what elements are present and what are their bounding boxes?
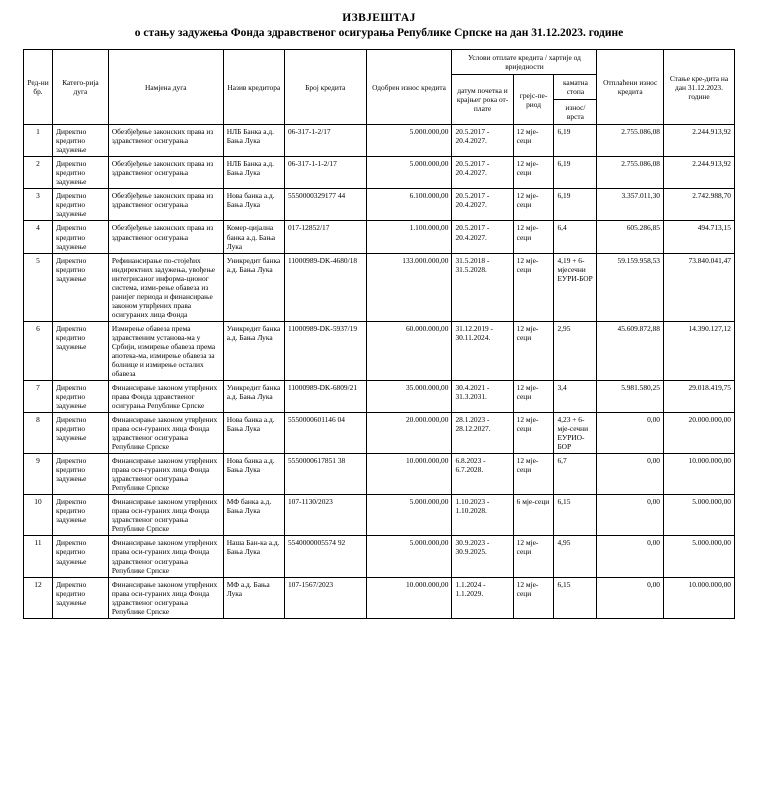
cell-stanje: 20.000.000,00 bbox=[664, 413, 735, 454]
cell-redni-br: 7 bbox=[24, 380, 53, 412]
cell-redni-br: 9 bbox=[24, 454, 53, 495]
table-row bbox=[24, 577, 735, 618]
cell-namjena: Измирење обавеза према здравственим установа-ма у Србији, измирење обавеза према апотека-ма, измирење обавеза за болнице и измирење осталих обавеза bbox=[108, 321, 223, 380]
cell-naziv-kreditora: Нова банка а.д. Бања Лука bbox=[223, 413, 284, 454]
cell-kamatna: 6,19 bbox=[554, 189, 597, 221]
cell-kategorija: Директно кредитно задужење bbox=[52, 189, 108, 221]
table-row bbox=[24, 413, 735, 454]
cell-kategorija: Директно кредитно задужење bbox=[52, 380, 108, 412]
cell-odobren-iznos: 5.000.000,00 bbox=[366, 157, 452, 189]
cell-otplaceni: 3.357.011,30 bbox=[597, 189, 664, 221]
cell-odobren-iznos: 1.100.000,00 bbox=[366, 221, 452, 253]
table-row bbox=[24, 157, 735, 189]
table-row bbox=[24, 253, 735, 321]
cell-odobren-iznos: 10.000.000,00 bbox=[366, 577, 452, 618]
cell-naziv-kreditora: НЛБ Банка а.д. Бања Лука bbox=[223, 125, 284, 157]
cell-datum: 30.9.2023 - 30.9.2025. bbox=[452, 536, 513, 577]
cell-grejs: 12 мје-сеци bbox=[513, 253, 554, 321]
cell-redni-br: 1 bbox=[24, 125, 53, 157]
col-header-datum: датум почетка и крајњег рока от-плате bbox=[452, 75, 513, 125]
col-header-otplaceni: Отплаћени износ кредита bbox=[597, 50, 664, 125]
cell-kamatna: 6,15 bbox=[554, 495, 597, 536]
table-header bbox=[24, 50, 735, 125]
cell-grejs: 12 мје-сеци bbox=[513, 380, 554, 412]
cell-stanje: 2.244.913,92 bbox=[664, 125, 735, 157]
col-header-broj-kredita: Број кредита bbox=[284, 50, 366, 125]
debt-report-table bbox=[23, 49, 735, 619]
cell-stanje: 73.840.041,47 bbox=[664, 253, 735, 321]
cell-naziv-kreditora: Уникредит банка а.д. Бања Лука bbox=[223, 253, 284, 321]
cell-stanje: 29.018.419,75 bbox=[664, 380, 735, 412]
cell-datum: 20.5.2017 - 20.4.2027. bbox=[452, 157, 513, 189]
cell-datum: 28.1.2023 - 28.12.2027. bbox=[452, 413, 513, 454]
cell-namjena: Финансирање законом утврђених права Фонда здравственог осигурања Републике Српске bbox=[108, 380, 223, 412]
cell-kategorija: Директно кредитно задужење bbox=[52, 413, 108, 454]
table-row bbox=[24, 495, 735, 536]
cell-redni-br: 8 bbox=[24, 413, 53, 454]
cell-otplaceni: 0,00 bbox=[597, 577, 664, 618]
cell-kamatna: 6,19 bbox=[554, 125, 597, 157]
table-row bbox=[24, 189, 735, 221]
col-header-odobren-iznos: Одобрен износ кредита bbox=[366, 50, 452, 125]
cell-broj-kredita: 11000989-DK-4680/18 bbox=[284, 253, 366, 321]
cell-broj-kredita: 06-317-1-1-2/17 bbox=[284, 157, 366, 189]
cell-kamatna: 6,4 bbox=[554, 221, 597, 253]
cell-kategorija: Директно кредитно задужење bbox=[52, 495, 108, 536]
cell-stanje: 14.390.127,12 bbox=[664, 321, 735, 380]
col-header-kamatna: каматна стопа bbox=[554, 75, 597, 100]
cell-naziv-kreditora: МФ банка а.д. Бања Лука bbox=[223, 495, 284, 536]
cell-kamatna: 6,7 bbox=[554, 454, 597, 495]
cell-redni-br: 10 bbox=[24, 495, 53, 536]
cell-redni-br: 11 bbox=[24, 536, 53, 577]
cell-datum: 31.5.2018 - 31.5.2028. bbox=[452, 253, 513, 321]
cell-datum: 20.5.2017 - 20.4.2027. bbox=[452, 189, 513, 221]
cell-stanje: 494.713,15 bbox=[664, 221, 735, 253]
cell-kamatna: 4,95 bbox=[554, 536, 597, 577]
cell-namjena: Обезбјеђење законских права из здравственог осигурања bbox=[108, 221, 223, 253]
cell-broj-kredita: 11000989-DK-6809/21 bbox=[284, 380, 366, 412]
cell-datum: 20.5.2017 - 20.4.2027. bbox=[452, 125, 513, 157]
cell-redni-br: 12 bbox=[24, 577, 53, 618]
cell-otplaceni: 0,00 bbox=[597, 454, 664, 495]
table-row bbox=[24, 536, 735, 577]
cell-stanje: 5.000.000,00 bbox=[664, 536, 735, 577]
cell-grejs: 12 мје-сеци bbox=[513, 221, 554, 253]
cell-stanje: 10.000.000,00 bbox=[664, 454, 735, 495]
cell-otplaceni: 0,00 bbox=[597, 413, 664, 454]
cell-broj-kredita: 017-12852/17 bbox=[284, 221, 366, 253]
cell-otplaceni: 59.159.958,53 bbox=[597, 253, 664, 321]
cell-odobren-iznos: 6.100.000,00 bbox=[366, 189, 452, 221]
cell-datum: 1.1.2024 - 1.1.2029. bbox=[452, 577, 513, 618]
cell-naziv-kreditora: Комер-цијална банка а.д. Бања Лука bbox=[223, 221, 284, 253]
cell-stanje: 10.000.000,00 bbox=[664, 577, 735, 618]
cell-grejs: 12 мје-сеци bbox=[513, 413, 554, 454]
col-header-kamatna-sub: износ/ врста bbox=[554, 100, 597, 125]
cell-redni-br: 2 bbox=[24, 157, 53, 189]
cell-kategorija: Директно кредитно задужење bbox=[52, 536, 108, 577]
cell-otplaceni: 2.755.086,08 bbox=[597, 157, 664, 189]
col-header-naziv-kreditora: Назив кредитора bbox=[223, 50, 284, 125]
cell-odobren-iznos: 20.000.000,00 bbox=[366, 413, 452, 454]
cell-kategorija: Директно кредитно задужење bbox=[52, 321, 108, 380]
cell-naziv-kreditora: Нова банка а.д. Бања Лука bbox=[223, 189, 284, 221]
cell-kategorija: Директно кредитно задужење bbox=[52, 577, 108, 618]
cell-broj-kredita: 5550000601146 04 bbox=[284, 413, 366, 454]
cell-grejs: 12 мје-сеци bbox=[513, 321, 554, 380]
cell-kamatna: 6,19 bbox=[554, 157, 597, 189]
cell-otplaceni: 0,00 bbox=[597, 495, 664, 536]
cell-naziv-kreditora: Уникредит банка а.д. Бања Лука bbox=[223, 321, 284, 380]
cell-broj-kredita: 5550000329177 44 bbox=[284, 189, 366, 221]
cell-otplaceni: 605.286,85 bbox=[597, 221, 664, 253]
cell-odobren-iznos: 35.000.000,00 bbox=[366, 380, 452, 412]
cell-broj-kredita: 11000989-DK-5937/19 bbox=[284, 321, 366, 380]
col-header-stanje: Стање кре-дита на дан 31.12.2023. године bbox=[664, 50, 735, 125]
cell-datum: 31.12.2019 - 30.11.2024. bbox=[452, 321, 513, 380]
cell-kamatna: 2,95 bbox=[554, 321, 597, 380]
cell-otplaceni: 0,00 bbox=[597, 536, 664, 577]
cell-odobren-iznos: 5.000.000,00 bbox=[366, 536, 452, 577]
cell-grejs: 12 мје-сеци bbox=[513, 157, 554, 189]
table-row bbox=[24, 380, 735, 412]
cell-odobren-iznos: 60.000.000,00 bbox=[366, 321, 452, 380]
cell-otplaceni: 5.981.580,25 bbox=[597, 380, 664, 412]
cell-stanje: 2.244.913,92 bbox=[664, 157, 735, 189]
cell-redni-br: 4 bbox=[24, 221, 53, 253]
cell-otplaceni: 45.609.872,88 bbox=[597, 321, 664, 380]
cell-namjena: Обезбјеђење законских права из здравственог осигурања bbox=[108, 189, 223, 221]
cell-datum: 1.10.2023 - 1.10.2028. bbox=[452, 495, 513, 536]
cell-namjena: Финансирање законом утврђених права оси-гураних лица Фонда здравственог осигурања Републике Српске bbox=[108, 536, 223, 577]
cell-kategorija: Директно кредитно задужење bbox=[52, 157, 108, 189]
cell-datum: 30.4.2021 - 31.3.2031. bbox=[452, 380, 513, 412]
cell-naziv-kreditora: Уникредит банка а.д. Бања Лука bbox=[223, 380, 284, 412]
cell-kategorija: Директно кредитно задужење bbox=[52, 221, 108, 253]
col-header-redni-br: Ред-ни бр. bbox=[24, 50, 53, 125]
cell-broj-kredita: 5550000617851 38 bbox=[284, 454, 366, 495]
cell-stanje: 2.742.988,70 bbox=[664, 189, 735, 221]
col-header-kategorija: Катего-рија дуга bbox=[52, 50, 108, 125]
cell-grejs: 6 мје-сеци bbox=[513, 495, 554, 536]
cell-naziv-kreditora: Наша Бан-ка а.д. Бања Лука bbox=[223, 536, 284, 577]
cell-naziv-kreditora: Нова банка а.д. Бања Лука bbox=[223, 454, 284, 495]
cell-kamatna: 4,19 + 6-мјесечни ЕУРИ-БОР bbox=[554, 253, 597, 321]
cell-odobren-iznos: 10.000.000,00 bbox=[366, 454, 452, 495]
table-row bbox=[24, 221, 735, 253]
cell-namjena: Обезбјеђење законских права из здравственог осигурања bbox=[108, 157, 223, 189]
cell-namjena: Обезбјеђење законских права из здравственог осигурања bbox=[108, 125, 223, 157]
cell-kategorija: Директно кредитно задужење bbox=[52, 253, 108, 321]
cell-namjena: Рефинансирање по-стојећих индиректних задужења, увођење интегрисаног информа-ционог система, изми-рење обавеза из ранијег периода и финансирање законом утврђених права осигураних лица Фонда bbox=[108, 253, 223, 321]
cell-odobren-iznos: 5.000.000,00 bbox=[366, 125, 452, 157]
table-row bbox=[24, 125, 735, 157]
page-subtitle: о стању задужења Фонда здравственог осигурања Републике Српске на дан 31.12.2023. године bbox=[134, 27, 624, 39]
cell-stanje: 5.000.000,00 bbox=[664, 495, 735, 536]
cell-redni-br: 6 bbox=[24, 321, 53, 380]
cell-broj-kredita: 107-1567/2023 bbox=[284, 577, 366, 618]
cell-odobren-iznos: 5.000.000,00 bbox=[366, 495, 452, 536]
table-body bbox=[24, 125, 735, 619]
cell-datum: 20.5.2017 - 20.4.2027. bbox=[452, 221, 513, 253]
cell-naziv-kreditora: НЛБ Банка а.д. Бања Лука bbox=[223, 157, 284, 189]
col-header-uslovi-group: Услови отплате кредита / хартије од вриједности bbox=[452, 50, 597, 75]
cell-kamatna: 6,15 bbox=[554, 577, 597, 618]
cell-otplaceni: 2.755.086,08 bbox=[597, 125, 664, 157]
cell-namjena: Финансирање законом утврђених права оси-гураних лица Фонда здравственог осигурања Републике Српске bbox=[108, 495, 223, 536]
page-title: ИЗВЈЕШТАЈ bbox=[342, 12, 416, 24]
cell-broj-kredita: 107-1130/2023 bbox=[284, 495, 366, 536]
cell-redni-br: 3 bbox=[24, 189, 53, 221]
cell-grejs: 12 мје-сеци bbox=[513, 454, 554, 495]
cell-broj-kredita: 06-317-1-2/17 bbox=[284, 125, 366, 157]
col-header-grejs: грејс-пе-риод bbox=[513, 75, 554, 125]
cell-namjena: Финансирање законом утврђених права оси-гураних лица Фонда здравственог осигурања Републике Српске bbox=[108, 577, 223, 618]
cell-odobren-iznos: 133.000.000,00 bbox=[366, 253, 452, 321]
cell-kamatna: 4,23 + 6-мје-сечни ЕУРИО-БОР bbox=[554, 413, 597, 454]
cell-naziv-kreditora: МФ а.д. Бања Лука bbox=[223, 577, 284, 618]
cell-datum: 6.8.2023 - 6.7.2028. bbox=[452, 454, 513, 495]
col-header-namjena: Намјена дуга bbox=[108, 50, 223, 125]
cell-kategorija: Директно кредитно задужење bbox=[52, 454, 108, 495]
cell-broj-kredita: 5540000005574 92 bbox=[284, 536, 366, 577]
cell-grejs: 12 мје-сеци bbox=[513, 189, 554, 221]
cell-namjena: Финансирање законом утврђених права оси-гураних лица Фонда здравственог осигурања Републике Српске bbox=[108, 454, 223, 495]
cell-grejs: 12 мје-сеци bbox=[513, 125, 554, 157]
cell-grejs: 12 мје-сеци bbox=[513, 577, 554, 618]
table-row bbox=[24, 454, 735, 495]
table-row bbox=[24, 321, 735, 380]
cell-kamatna: 3,4 bbox=[554, 380, 597, 412]
cell-namjena: Финансирање законом утврђених права оси-гураних лица Фонда здравственог осигурања Републике Српске bbox=[108, 413, 223, 454]
header-row-1 bbox=[24, 50, 735, 75]
cell-grejs: 12 мје-сеци bbox=[513, 536, 554, 577]
cell-kategorija: Директно кредитно задужење bbox=[52, 125, 108, 157]
cell-redni-br: 5 bbox=[24, 253, 53, 321]
